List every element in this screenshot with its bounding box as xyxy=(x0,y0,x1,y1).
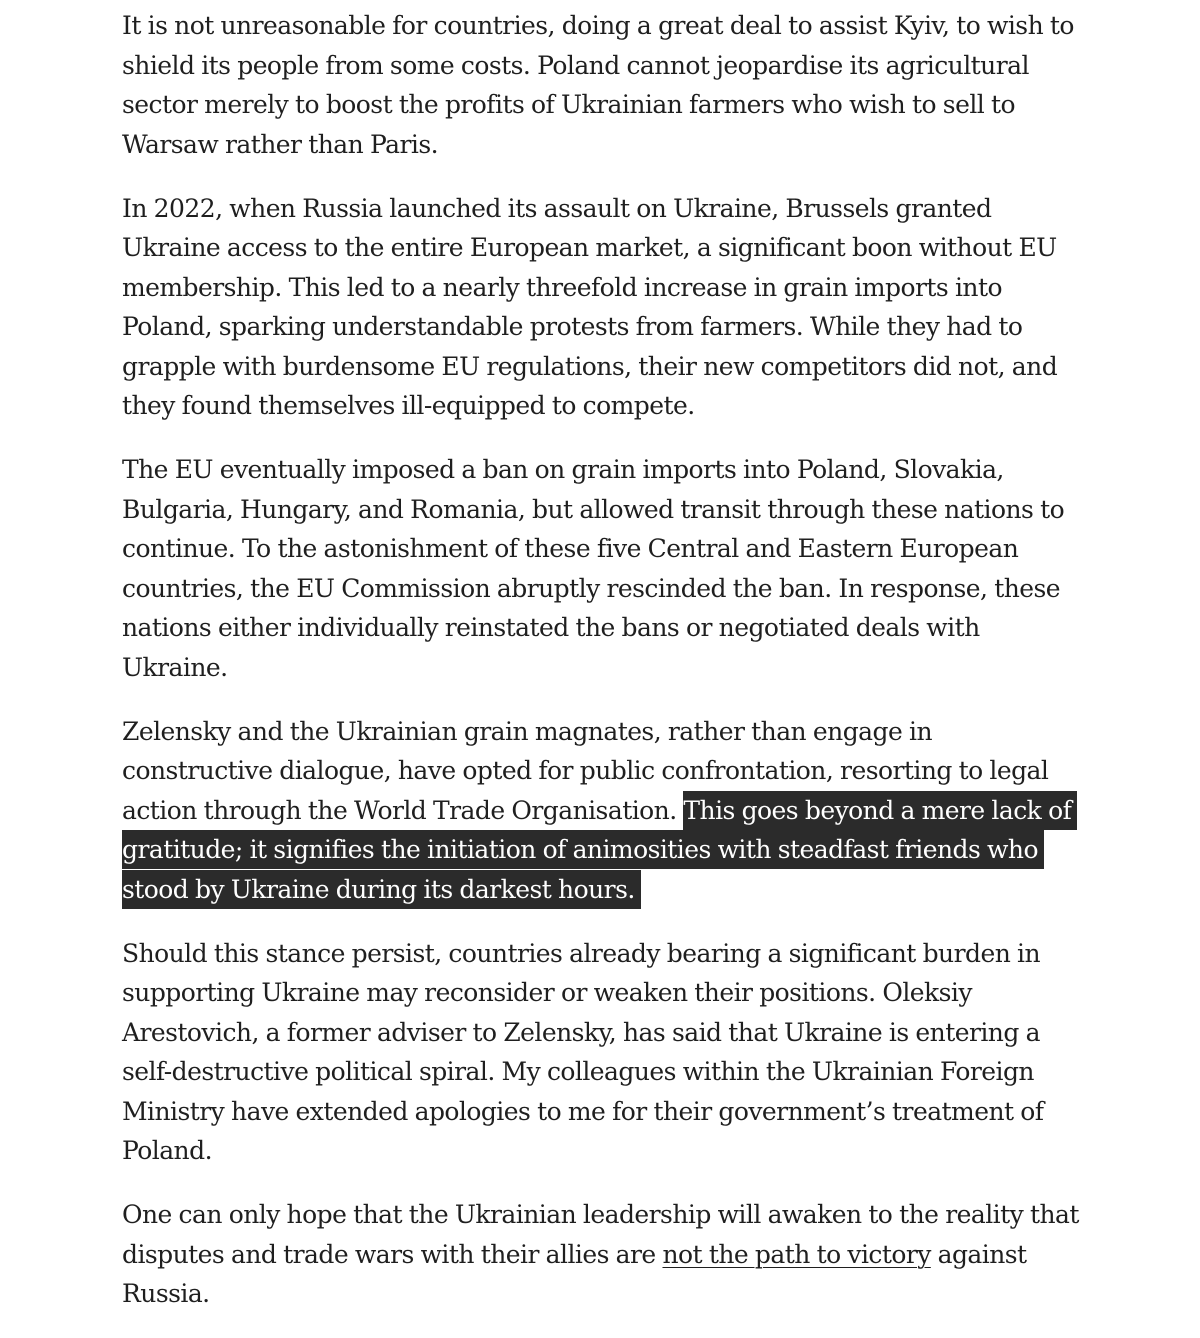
paragraph-market-access: In 2022, when Russia launched its assault on Ukraine, Brussels granted Ukraine access to the entire European market, a significant boon without EU membership. This led to a nearly threefold increase in grain imports into Poland, sparking understandable protests from farmers. While they had to grapple with burdensome EU regulations, their new competitors did not, and they found themselves ill-equipped to compete. xyxy=(122,193,1058,420)
paragraph-costs: It is not unreasonable for countries, doing a great deal to assist Kyiv, to wish to shield its people from some costs. Poland cannot jeopardise its agricultural sector merely to boost the profits of Ukrainian farmers who wish to sell to Warsaw rather than Paris. xyxy=(122,11,1074,159)
paragraph-grain-ban: The EU eventually imposed a ban on grain imports into Poland, Slovakia, Bulgaria, Hungary, and Romania, but allowed transit through these nations to continue. To the astonishment of these five Central and Eastern European countries, the EU Commission abruptly rescinded the ban. In response, these nations either individually reinstated the bans or negotiated deals with Ukraine. xyxy=(122,455,1065,682)
paragraph-hope-text: One can only hope that the Ukrainian leadership will awaken to the reality that disputes and trade wars with their allies are xyxy=(122,1200,1079,1269)
paragraph-stance: Should this stance persist, countries already bearing a significant burden in supporting Ukraine may reconsider or weaken their positions. Oleksiy Arestovich, a former adviser to Zelensky, has said that Ukraine is entering a self-destructive political spiral. My colleagues within the Ukrainian Foreign Ministry have extended apologies to me for their government’s treatment of Poland. xyxy=(122,938,1044,1165)
path-to-victory-link[interactable]: not the path to victory xyxy=(662,1239,931,1269)
paragraph-confrontation xyxy=(122,712,1082,910)
paragraph-hope xyxy=(122,1195,1082,1314)
paragraph-hope-ending: against Russia. xyxy=(122,1239,1027,1308)
highlighted-quote[interactable]: This goes beyond a mere lack of gratitude; it signifies the initiation of animosities with steadfast friends who stood by Ukraine during its darkest hours. xyxy=(122,791,1077,909)
article-body xyxy=(122,6,1082,1338)
paragraph-confrontation-text: Zelensky and the Ukrainian grain magnates, rather than engage in constructive dialogue, have opted for public confrontation, resorting to legal action through the World Trade Organisation. xyxy=(122,716,1049,825)
